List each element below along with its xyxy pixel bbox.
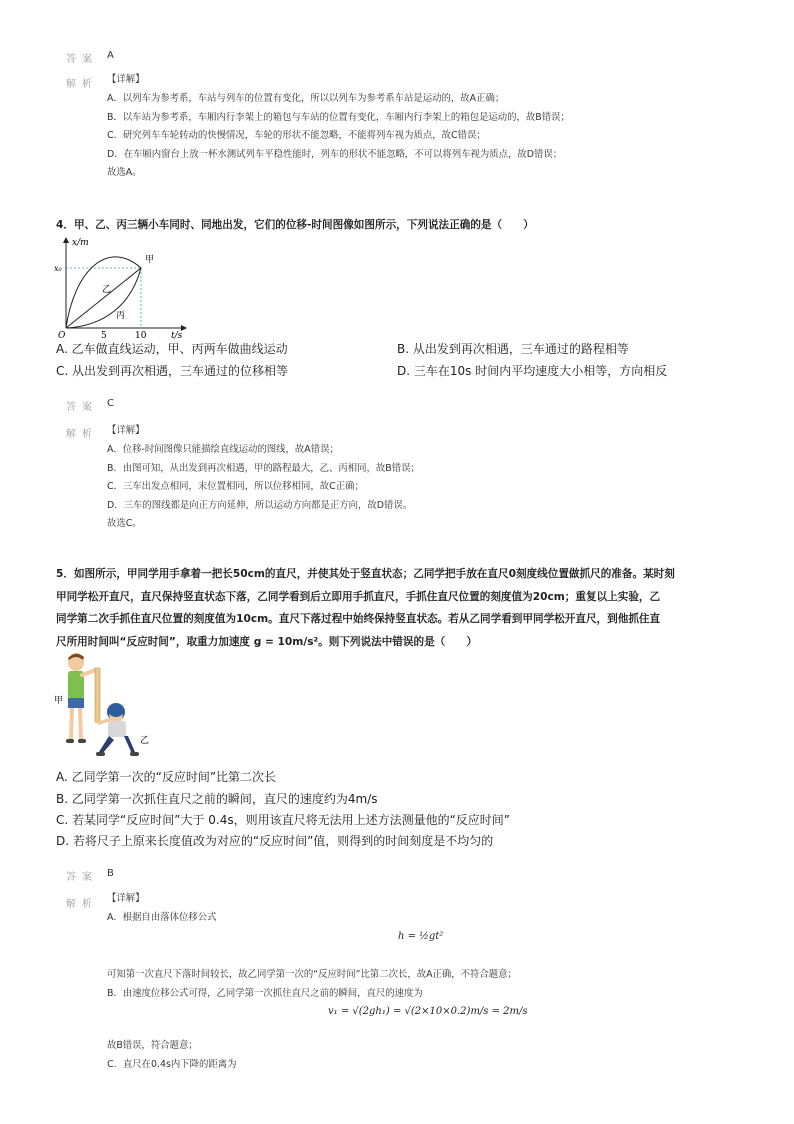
graph-label-yi: 乙 xyxy=(102,285,112,295)
figure-label-yi: 乙 xyxy=(140,736,150,746)
explanation-line: 故选A。 xyxy=(107,167,142,179)
stem-line: 尺所用时间叫“反应时间”，取重力加速度 g = 10m/s²。则下列说法中错误的是（ ） xyxy=(56,635,478,648)
q5-option-c[interactable]: C. 若某同学“反应时间”大于 0.4s，则用该直尺将无法用上述方法测量他的“反应时间” xyxy=(56,813,511,827)
explanation-line: B．由速度位移公式可得，乙同学第一次抓住直尺之前的瞬间，直尺的速度为 xyxy=(107,988,423,999)
stem-line: 同学第二次手抓住直尺位置的刻度值为10cm。直尺下落过程中始终保持竖直状态。若从乙同学看到甲同学松开直尺，到他抓住直 xyxy=(56,613,661,625)
q5-option-d[interactable]: D. 若将尺子上原来长度值改为对应的“反应时间”值，则得到的时间刻度是不均匀的 xyxy=(56,834,494,848)
explanation-line: A．以列车为参考系，车站与列车的位置有变化，所以以列车为参考系车站是运动的，故A正确； xyxy=(107,93,505,104)
formula-velocity: v₁ = √(2gh₁) = √(2×10×0.2)m/s = 2m/s xyxy=(328,1006,528,1017)
answer-value: B xyxy=(107,868,114,879)
yi-shoe xyxy=(130,752,139,756)
explanation-line: 故选C。 xyxy=(107,518,142,530)
explanation-line: C．直尺在0.4s内下降的距离为 xyxy=(107,1059,237,1070)
analysis-tag: 解析 xyxy=(66,899,98,910)
yi-shirt xyxy=(108,721,126,737)
jia-shoe xyxy=(78,739,86,743)
q4-option-a[interactable]: A. 乙车做直线运动，甲、丙两车做曲线运动 xyxy=(56,342,288,356)
yi-leg-left xyxy=(99,736,114,754)
graph-x0-label: x₀ xyxy=(54,264,62,273)
jia-arm xyxy=(82,670,96,675)
graph-label-bing: 丙 xyxy=(116,311,126,321)
explanation-line: C．三车出发点相同，末位置相同，所以位移相同，故C正确； xyxy=(107,481,364,493)
yi-leg-right xyxy=(124,736,135,754)
explanation-line: A．根据自由落体位移公式 xyxy=(107,912,217,923)
jia-shoe xyxy=(66,739,74,743)
q4-option-c[interactable]: C. 从出发到再次相遇，三车通过的位移相等 xyxy=(56,364,289,378)
yi-arm xyxy=(99,720,109,723)
explanation-line: D．在车厢内窗台上放一杯水测试列车平稳性能时，列车的形状不能忽略，不可以将列车视为质点，故D错误； xyxy=(107,148,563,160)
graph-tick-10: 10 xyxy=(135,331,147,341)
q5-option-b[interactable]: B. 乙同学第一次抓住直尺之前的瞬间，直尺的速度约为4m/s xyxy=(56,792,378,806)
question-4-stem: 4．甲、乙、丙三辆小车同时、同地出发，它们的位移-时间图像如图所示，下列说法正确的是（ ） xyxy=(56,219,534,231)
detail-heading: 【详解】 xyxy=(107,425,145,436)
line-yi xyxy=(66,268,141,328)
graph-origin: O xyxy=(58,331,66,341)
graph-label-jia: 甲 xyxy=(145,255,155,265)
q5-option-a[interactable]: A. 乙同学第一次的“反应时间”比第二次长 xyxy=(56,770,277,784)
formula-free-fall: h = ½gt² xyxy=(398,931,444,942)
q3-explanation xyxy=(107,90,570,183)
stem-line: 甲同学松开直尺，直尺保持竖直状态下落，乙同学看到后立即用手抓直尺，手抓住直尺位置的刻度值为20cm；重复以上实验，乙 xyxy=(56,590,661,603)
ruler xyxy=(95,668,100,722)
answer-tag: 答案 xyxy=(66,54,98,65)
answer-tag: 答案 xyxy=(66,872,98,883)
jia-shorts xyxy=(68,698,84,708)
graph-ylabel: x/m xyxy=(72,238,89,248)
explanation-line: A．位移-时间图像只能描绘直线运动的图线，故A错误； xyxy=(107,444,339,455)
answer-value: C xyxy=(107,398,114,409)
q4-option-d[interactable]: D. 三车在10s 时间内平均速度大小相等，方向相反 xyxy=(397,364,668,378)
analysis-tag: 解析 xyxy=(66,429,98,440)
graph-xlabel: t/s xyxy=(171,331,183,341)
explanation-line: B．以车站为参考系，车厢内行李架上的箱包与车站的位置有变化，车厢内行李架上的箱包是运动的，故B错误； xyxy=(107,111,570,123)
explanation-line: 可知第一次直尺下落时间较长，故乙同学第一次的“反应时间”比第二次长，故A正确，不符合题意； xyxy=(107,969,517,980)
answer-tag: 答案 xyxy=(66,402,98,413)
q4-option-b[interactable]: B. 从出发到再次相遇，三车通过的路程相等 xyxy=(397,342,629,356)
detail-heading: 【详解】 xyxy=(107,74,145,85)
explanation-line: C．研究列车车轮转动的快慢情况，车轮的形状不能忽略，不能将列车视为质点，故C错误； xyxy=(107,130,486,142)
xt-graph xyxy=(52,232,192,342)
detail-heading: 【详解】 xyxy=(107,893,145,904)
explanation-line: B．由图可知，从出发到再次相遇，甲的路程最大，乙、丙相同，故B错误； xyxy=(107,462,420,474)
q4-explanation xyxy=(107,441,420,534)
question-5-stem xyxy=(56,563,675,653)
explanation-line: D．三车的图线都是向正方向延伸，所以运动方向都是正方向，故D错误。 xyxy=(107,499,413,511)
jia-leg-left xyxy=(71,708,72,740)
analysis-tag: 解析 xyxy=(66,79,98,90)
graph-tick-5: 5 xyxy=(101,331,107,341)
jia-leg-right xyxy=(80,708,81,740)
yi-shoe xyxy=(96,752,105,756)
stem-line: 5．如图所示，甲同学用手拿着一把长50cm的直尺，并使其处于竖直状态；乙同学把手放在直尺0刻度线位置做抓尺的准备。某时刻 xyxy=(56,568,675,580)
ruler-experiment-figure xyxy=(54,648,164,766)
explanation-line: 故B错误，符合题意； xyxy=(107,1040,198,1051)
figure-label-jia: 甲 xyxy=(54,696,64,706)
answer-value: A xyxy=(107,50,114,61)
